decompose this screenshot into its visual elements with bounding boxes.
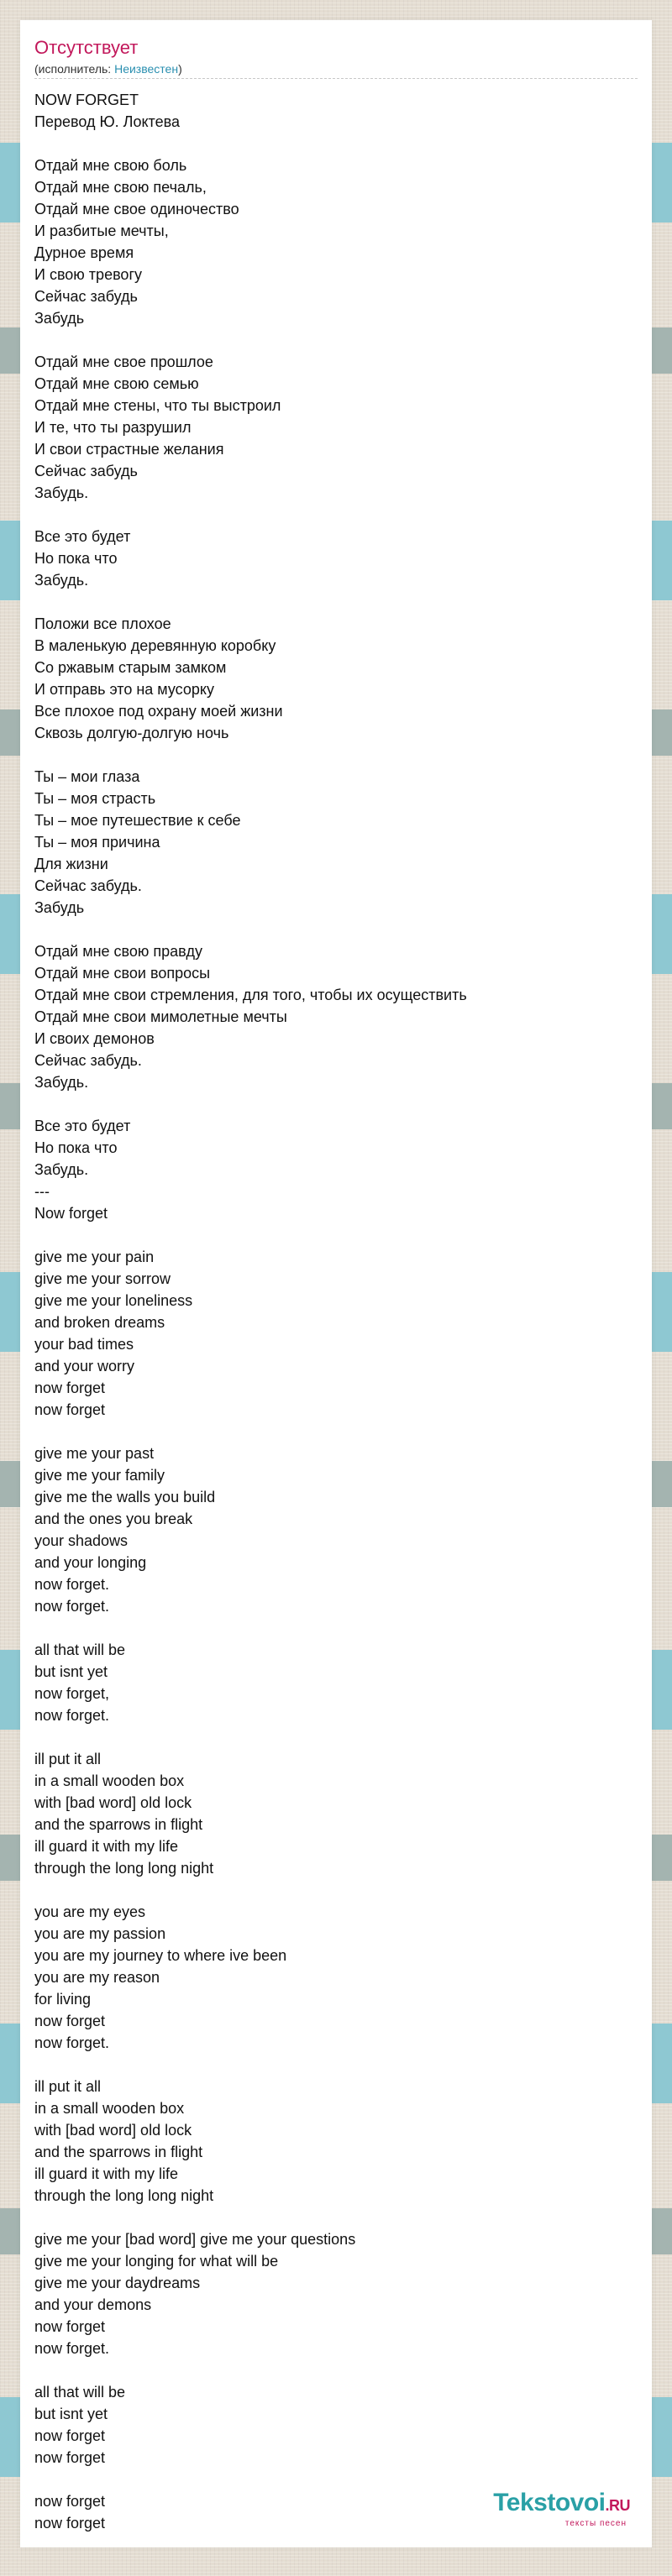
- lyric-line: you are my eyes: [34, 1903, 146, 1920]
- lyric-line: ill guard it with my life: [34, 1838, 179, 1855]
- lyric-line: and the sparrows in flight: [34, 1816, 203, 1833]
- lyric-line: Ты – моя причина: [34, 834, 160, 851]
- lyric-line: now forget: [34, 1380, 106, 1396]
- lyric-line: give me your sorrow: [34, 1270, 171, 1287]
- lyric-line: Отдай мне свои стремления, для того, чтобы их осуществить: [34, 987, 467, 1003]
- lyric-line: Забудь: [34, 310, 85, 327]
- lyric-line: И те, что ты разрушил: [34, 419, 192, 436]
- blank-line: [34, 504, 635, 526]
- lyric-line: Забудь.: [34, 572, 89, 589]
- lyric-line: ---: [34, 1183, 50, 1200]
- lyric-line: Для жизни: [34, 856, 108, 872]
- lyric-line: Now forget: [34, 1205, 108, 1222]
- lyric-line: И свою тревогу: [34, 266, 143, 283]
- lyric-line: ill guard it with my life: [34, 2165, 179, 2182]
- blank-line: [34, 329, 635, 351]
- lyric-line: give me your loneliness: [34, 1292, 193, 1309]
- lyric-line: and your demons: [34, 2296, 152, 2313]
- lyric-line: Забудь.: [34, 484, 89, 501]
- song-title: Отсутствует: [34, 37, 139, 58]
- blank-line: [34, 744, 635, 766]
- lyric-line: Все это будет: [34, 1118, 131, 1134]
- blank-line: [34, 2469, 635, 2490]
- blank-line: [34, 1879, 635, 1901]
- blank-line: [34, 2359, 635, 2381]
- lyric-line: Сейчас забудь.: [34, 1052, 142, 1069]
- blank-line: [34, 1617, 635, 1639]
- blank-line: [34, 2054, 635, 2076]
- lyric-line: now forget: [34, 2515, 106, 2531]
- lyric-line: now forget: [34, 2427, 106, 2444]
- blank-line: [34, 2207, 635, 2228]
- lyric-line: now forget.: [34, 2340, 110, 2357]
- lyric-line: you are my reason: [34, 1969, 160, 1986]
- lyric-line: and your worry: [34, 1358, 135, 1374]
- lyric-line: all that will be: [34, 1641, 126, 1658]
- lyrics-text: [34, 89, 635, 2534]
- lyric-line: and your longing: [34, 1554, 147, 1571]
- lyric-line: Ты – мое путешествие к себе: [34, 812, 241, 829]
- lyric-line: Ты – мои глаза: [34, 768, 140, 785]
- blank-line: [34, 1421, 635, 1442]
- lyric-line: but isnt yet: [34, 2406, 108, 2422]
- lyric-line: now forget: [34, 2013, 106, 2029]
- lyric-line: give me your [bad word] give me your questions: [34, 2231, 356, 2248]
- lyric-line: Все это будет: [34, 528, 131, 545]
- lyric-line: and the ones you break: [34, 1511, 193, 1527]
- logo-tld: .RU: [605, 2497, 630, 2514]
- lyric-line: Сейчас забудь.: [34, 877, 142, 894]
- lyric-line: Ты – моя страсть: [34, 790, 156, 807]
- lyric-line: and broken dreams: [34, 1314, 165, 1331]
- lyric-line: give me your longing for what will be: [34, 2253, 279, 2270]
- lyric-line: И разбитые мечты,: [34, 223, 169, 239]
- lyric-line: NOW FORGET: [34, 92, 139, 108]
- lyric-line: give me your pain: [34, 1249, 155, 1265]
- lyric-line: you are my passion: [34, 1925, 166, 1942]
- lyric-line: Сквозь долгую-долгую ночь: [34, 725, 229, 741]
- blank-line: [34, 919, 635, 940]
- lyric-line: all that will be: [34, 2384, 126, 2401]
- lyric-line: Но пока что: [34, 550, 118, 567]
- lyric-line: through the long long night: [34, 2187, 214, 2204]
- lyric-line: ill put it all: [34, 2078, 102, 2095]
- logo-wordmark: [493, 2490, 630, 2519]
- lyric-line: Отдай мне свою правду: [34, 943, 203, 960]
- lyric-line: now forget: [34, 2493, 106, 2510]
- lyric-line: give me your past: [34, 1445, 155, 1462]
- lyric-line: your shadows: [34, 1532, 129, 1549]
- site-logo[interactable]: [493, 2490, 630, 2529]
- lyrics-card: [20, 20, 652, 2547]
- lyric-line: with [bad word] old lock: [34, 2122, 192, 2139]
- lyric-line: Отдай мне свои мимолетные мечты: [34, 1008, 287, 1025]
- lyric-line: И своих демонов: [34, 1030, 155, 1047]
- lyric-line: in a small wooden box: [34, 2100, 185, 2117]
- lyric-line: Отдай мне свое одиночество: [34, 201, 239, 217]
- logo-tagline: тексты песен: [564, 2519, 627, 2528]
- lyric-line: now forget.: [34, 1576, 110, 1593]
- artist-prefix: (исполнитель:: [34, 62, 115, 76]
- blank-line: [34, 591, 635, 613]
- lyric-line: now forget.: [34, 1707, 110, 1724]
- lyric-line: Все плохое под охрану моей жизни: [34, 703, 283, 720]
- lyric-line: Забудь.: [34, 1161, 89, 1178]
- artist-line: [34, 61, 182, 76]
- lyric-line: ill put it all: [34, 1751, 102, 1767]
- left-decorative-stripes: [0, 0, 20, 2576]
- lyric-line: Сейчас забудь: [34, 463, 138, 479]
- lyric-line: Забудь: [34, 899, 85, 916]
- lyric-line: now forget: [34, 2318, 106, 2335]
- lyric-line: Отдай мне свою печаль,: [34, 179, 207, 196]
- lyric-line: Но пока что: [34, 1139, 118, 1156]
- lyric-line: you are my journey to where ive been: [34, 1947, 287, 1964]
- blank-line: [34, 1726, 635, 1748]
- logo-main-text: Tekstovoi: [493, 2489, 606, 2516]
- header-divider: [34, 78, 638, 79]
- lyric-line: В маленькую деревянную коробку: [34, 637, 276, 654]
- lyric-line: give me the walls you build: [34, 1489, 216, 1505]
- lyric-line: now forget: [34, 2449, 106, 2466]
- lyric-line: in a small wooden box: [34, 1772, 185, 1789]
- blank-line: [34, 1224, 635, 1246]
- artist-link[interactable]: Неизвестен: [114, 62, 179, 76]
- lyric-line: Сейчас забудь: [34, 288, 138, 305]
- right-decorative-stripes: [652, 0, 672, 2576]
- lyric-line: now forget.: [34, 1598, 110, 1615]
- lyric-line: Положи все плохое: [34, 615, 171, 632]
- lyric-line: Дурное время: [34, 244, 134, 261]
- lyric-line: with [bad word] old lock: [34, 1794, 192, 1811]
- lyric-line: now forget,: [34, 1685, 110, 1702]
- lyric-line: but isnt yet: [34, 1663, 108, 1680]
- lyric-line: И свои страстные желания: [34, 441, 224, 458]
- lyric-line: give me your daydreams: [34, 2275, 201, 2291]
- artist-suffix: ): [178, 62, 182, 76]
- lyric-line: now forget.: [34, 2034, 110, 2051]
- lyric-line: Отдай мне свои вопросы: [34, 965, 211, 982]
- lyric-line: Отдай мне свою семью: [34, 375, 199, 392]
- lyric-line: Отдай мне свою боль: [34, 157, 187, 174]
- lyric-line: Со ржавым старым замком: [34, 659, 227, 676]
- lyric-line: for living: [34, 1991, 92, 2008]
- blank-line: [34, 133, 635, 154]
- lyric-line: your bad times: [34, 1336, 134, 1353]
- lyric-line: now forget: [34, 1401, 106, 1418]
- blank-line: [34, 1093, 635, 1115]
- lyric-line: И отправь это на мусорку: [34, 681, 214, 698]
- lyric-line: and the sparrows in flight: [34, 2144, 203, 2160]
- lyric-line: Забудь.: [34, 1074, 89, 1091]
- lyric-line: through the long long night: [34, 1860, 214, 1877]
- lyric-line: Перевод Ю. Локтева: [34, 113, 180, 130]
- lyric-line: Отдай мне стены, что ты выстроил: [34, 397, 281, 414]
- lyric-line: Отдай мне свое прошлое: [34, 353, 213, 370]
- lyric-line: give me your family: [34, 1467, 165, 1484]
